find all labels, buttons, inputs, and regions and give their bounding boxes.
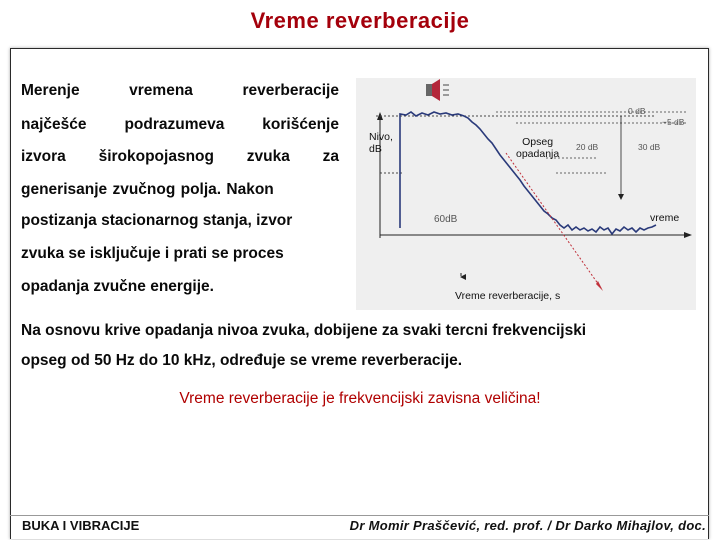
word: za	[322, 148, 339, 165]
word: korišćenje	[262, 116, 339, 133]
y-axis-label-line1: Nivo,	[369, 131, 393, 143]
range-label-line1: Opseg	[522, 136, 554, 148]
word: izvora	[21, 148, 66, 165]
intro-line-3	[21, 148, 339, 166]
word: vremena	[129, 82, 193, 99]
footer-authors: Dr Momir Praščević, red. prof. / Dr Darko Mihajlov, doc.	[349, 518, 706, 533]
mark-0db: 0 dB	[628, 106, 646, 116]
footer-divider	[10, 515, 709, 516]
intro-line-4: generisanje zvučnog polja. Nakon	[21, 181, 274, 198]
range-label	[516, 136, 559, 160]
slide-title: Vreme reverberacije	[250, 8, 470, 33]
highlight-statement: Vreme reverberacije je frekvencijski zavisna veličina!	[179, 390, 541, 407]
method-paragraph	[21, 316, 701, 376]
rt-label: Vreme reverberacije, s	[455, 290, 561, 302]
y-axis-label-line2: dB	[369, 143, 382, 155]
word: širokopojasnog	[98, 148, 214, 165]
mark-30db: 30 dB	[638, 142, 661, 152]
mark-minus5db: −5 dB	[662, 117, 685, 127]
word: reverberacije	[242, 82, 339, 99]
intro-line-7: opadanja zvučne energije.	[21, 278, 214, 295]
intro-line-1	[21, 82, 339, 100]
decay-curve-figure	[356, 78, 696, 310]
word: zvuka	[246, 148, 290, 165]
footer-course: BUKA I VIBRACIJE	[22, 518, 140, 533]
intro-line-6: zvuka se isključuje i prati se proces	[21, 245, 284, 262]
mark-20db: 20 dB	[576, 142, 599, 152]
word: Merenje	[21, 82, 80, 99]
word: najčešće	[21, 116, 87, 133]
y-axis-label	[369, 131, 393, 155]
decay-extrapolation-head	[596, 281, 603, 291]
word: podrazumeva	[124, 116, 225, 133]
range-arrow-right-head	[618, 194, 624, 200]
decay-extrapolation	[506, 153, 601, 288]
method-line-2: opseg od 50 Hz do 10 kHz, određuje se vreme reverberacije.	[21, 352, 463, 369]
speaker-icon	[426, 79, 449, 101]
mark-60db: 60dB	[434, 214, 458, 225]
method-line-1: Na osnovu krive opadanja nivoa zvuka, dobijene za svaki tercni frekvencijski	[21, 322, 587, 339]
intro-line-5: postizanja stacionarnog stanja, izvor	[21, 212, 293, 229]
intro-line-2	[21, 116, 339, 134]
x-axis-label: vreme	[650, 212, 680, 224]
x-axis-arrow	[684, 232, 692, 238]
range-label-line2: opadanja	[516, 148, 560, 160]
